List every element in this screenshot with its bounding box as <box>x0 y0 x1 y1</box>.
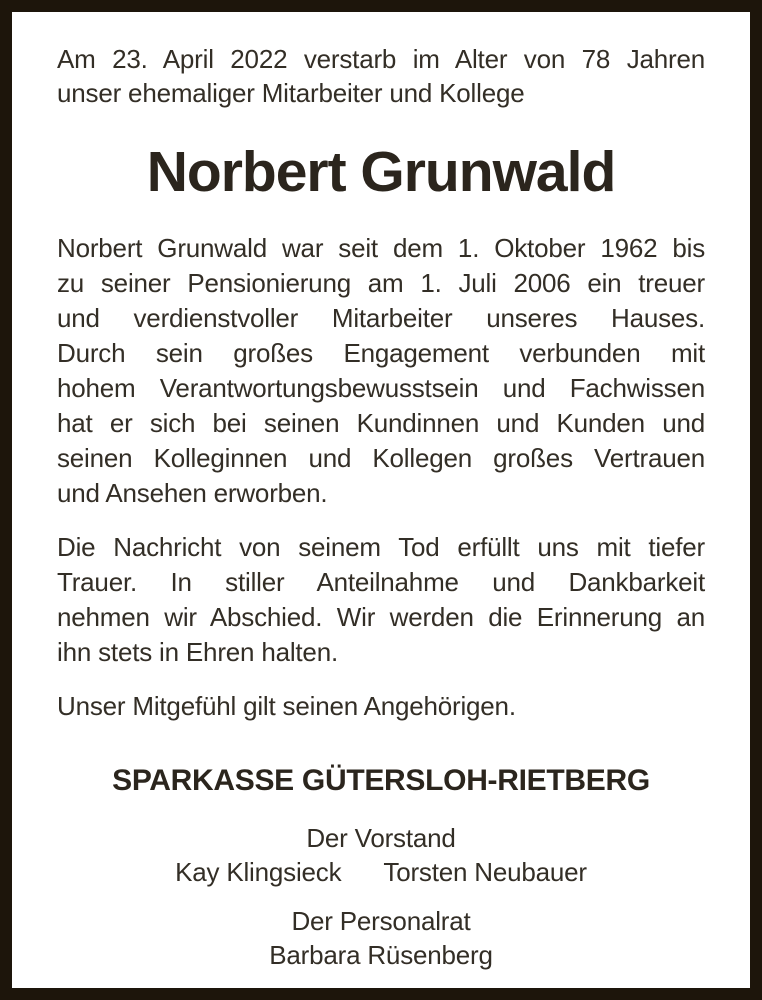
text-line: hat er sich bei seinen Kundinnen und Kunden und <box>57 408 705 438</box>
signature-role-personalrat: Der Personalrat <box>291 906 471 936</box>
text-line: Die Nachricht von seinem Tod erfüllt uns mit tiefer <box>57 532 705 562</box>
text-line: Unser Mitgefühl gilt seinen Angehörigen. <box>57 691 516 721</box>
text-line: Norbert Grunwald war seit dem 1. Oktober 1962 bis <box>57 233 705 263</box>
obituary-paragraph-condolence <box>57 530 705 670</box>
signature-group-personalrat <box>57 904 705 972</box>
text-line: nehmen wir Abschied. Wir werden die Erinnerung an <box>57 602 705 632</box>
text-line: und verdienstvoller Mitarbeiter unseres Hauses. <box>57 303 705 333</box>
signature-role-vorstand: Der Vorstand <box>306 823 456 853</box>
intro-text <box>57 42 705 110</box>
text-line: ihn stets in Ehren halten. <box>57 637 338 667</box>
signer-name: Barbara Rüsenberg <box>269 940 493 970</box>
signer-name: Kay Klingsieck <box>175 857 342 887</box>
obituary-paragraph-sympathy <box>57 689 705 724</box>
organization-name: SPARKASSE GÜTERSLOH-RIETBERG <box>112 764 650 797</box>
signer-name: Torsten Neubauer <box>383 857 587 887</box>
text-line: unser ehemaliger Mitarbeiter und Kollege <box>57 78 525 108</box>
signature-names-personalrat <box>57 938 705 972</box>
text-line: zu seiner Pensionierung am 1. Juli 2006 ein treuer <box>57 268 705 298</box>
deceased-name: Norbert Grunwald <box>146 140 616 204</box>
signature-names-vorstand <box>57 855 705 889</box>
signature-group-vorstand <box>57 821 705 889</box>
text-line: hohem Verantwortungsbewusstsein und Fachwissen <box>57 373 705 403</box>
text-line: seinen Kolleginnen und Kollegen großes Vertrauen <box>57 443 705 473</box>
text-line: Trauer. In stiller Anteilnahme und Dankbarkeit <box>57 567 705 597</box>
text-line: Durch sein großes Engagement verbunden mit <box>57 338 705 368</box>
text-line: und Ansehen erworben. <box>57 478 328 508</box>
text-line: Am 23. April 2022 verstarb im Alter von 78 Jahren <box>57 44 705 74</box>
obituary-paragraph-service <box>57 231 705 511</box>
